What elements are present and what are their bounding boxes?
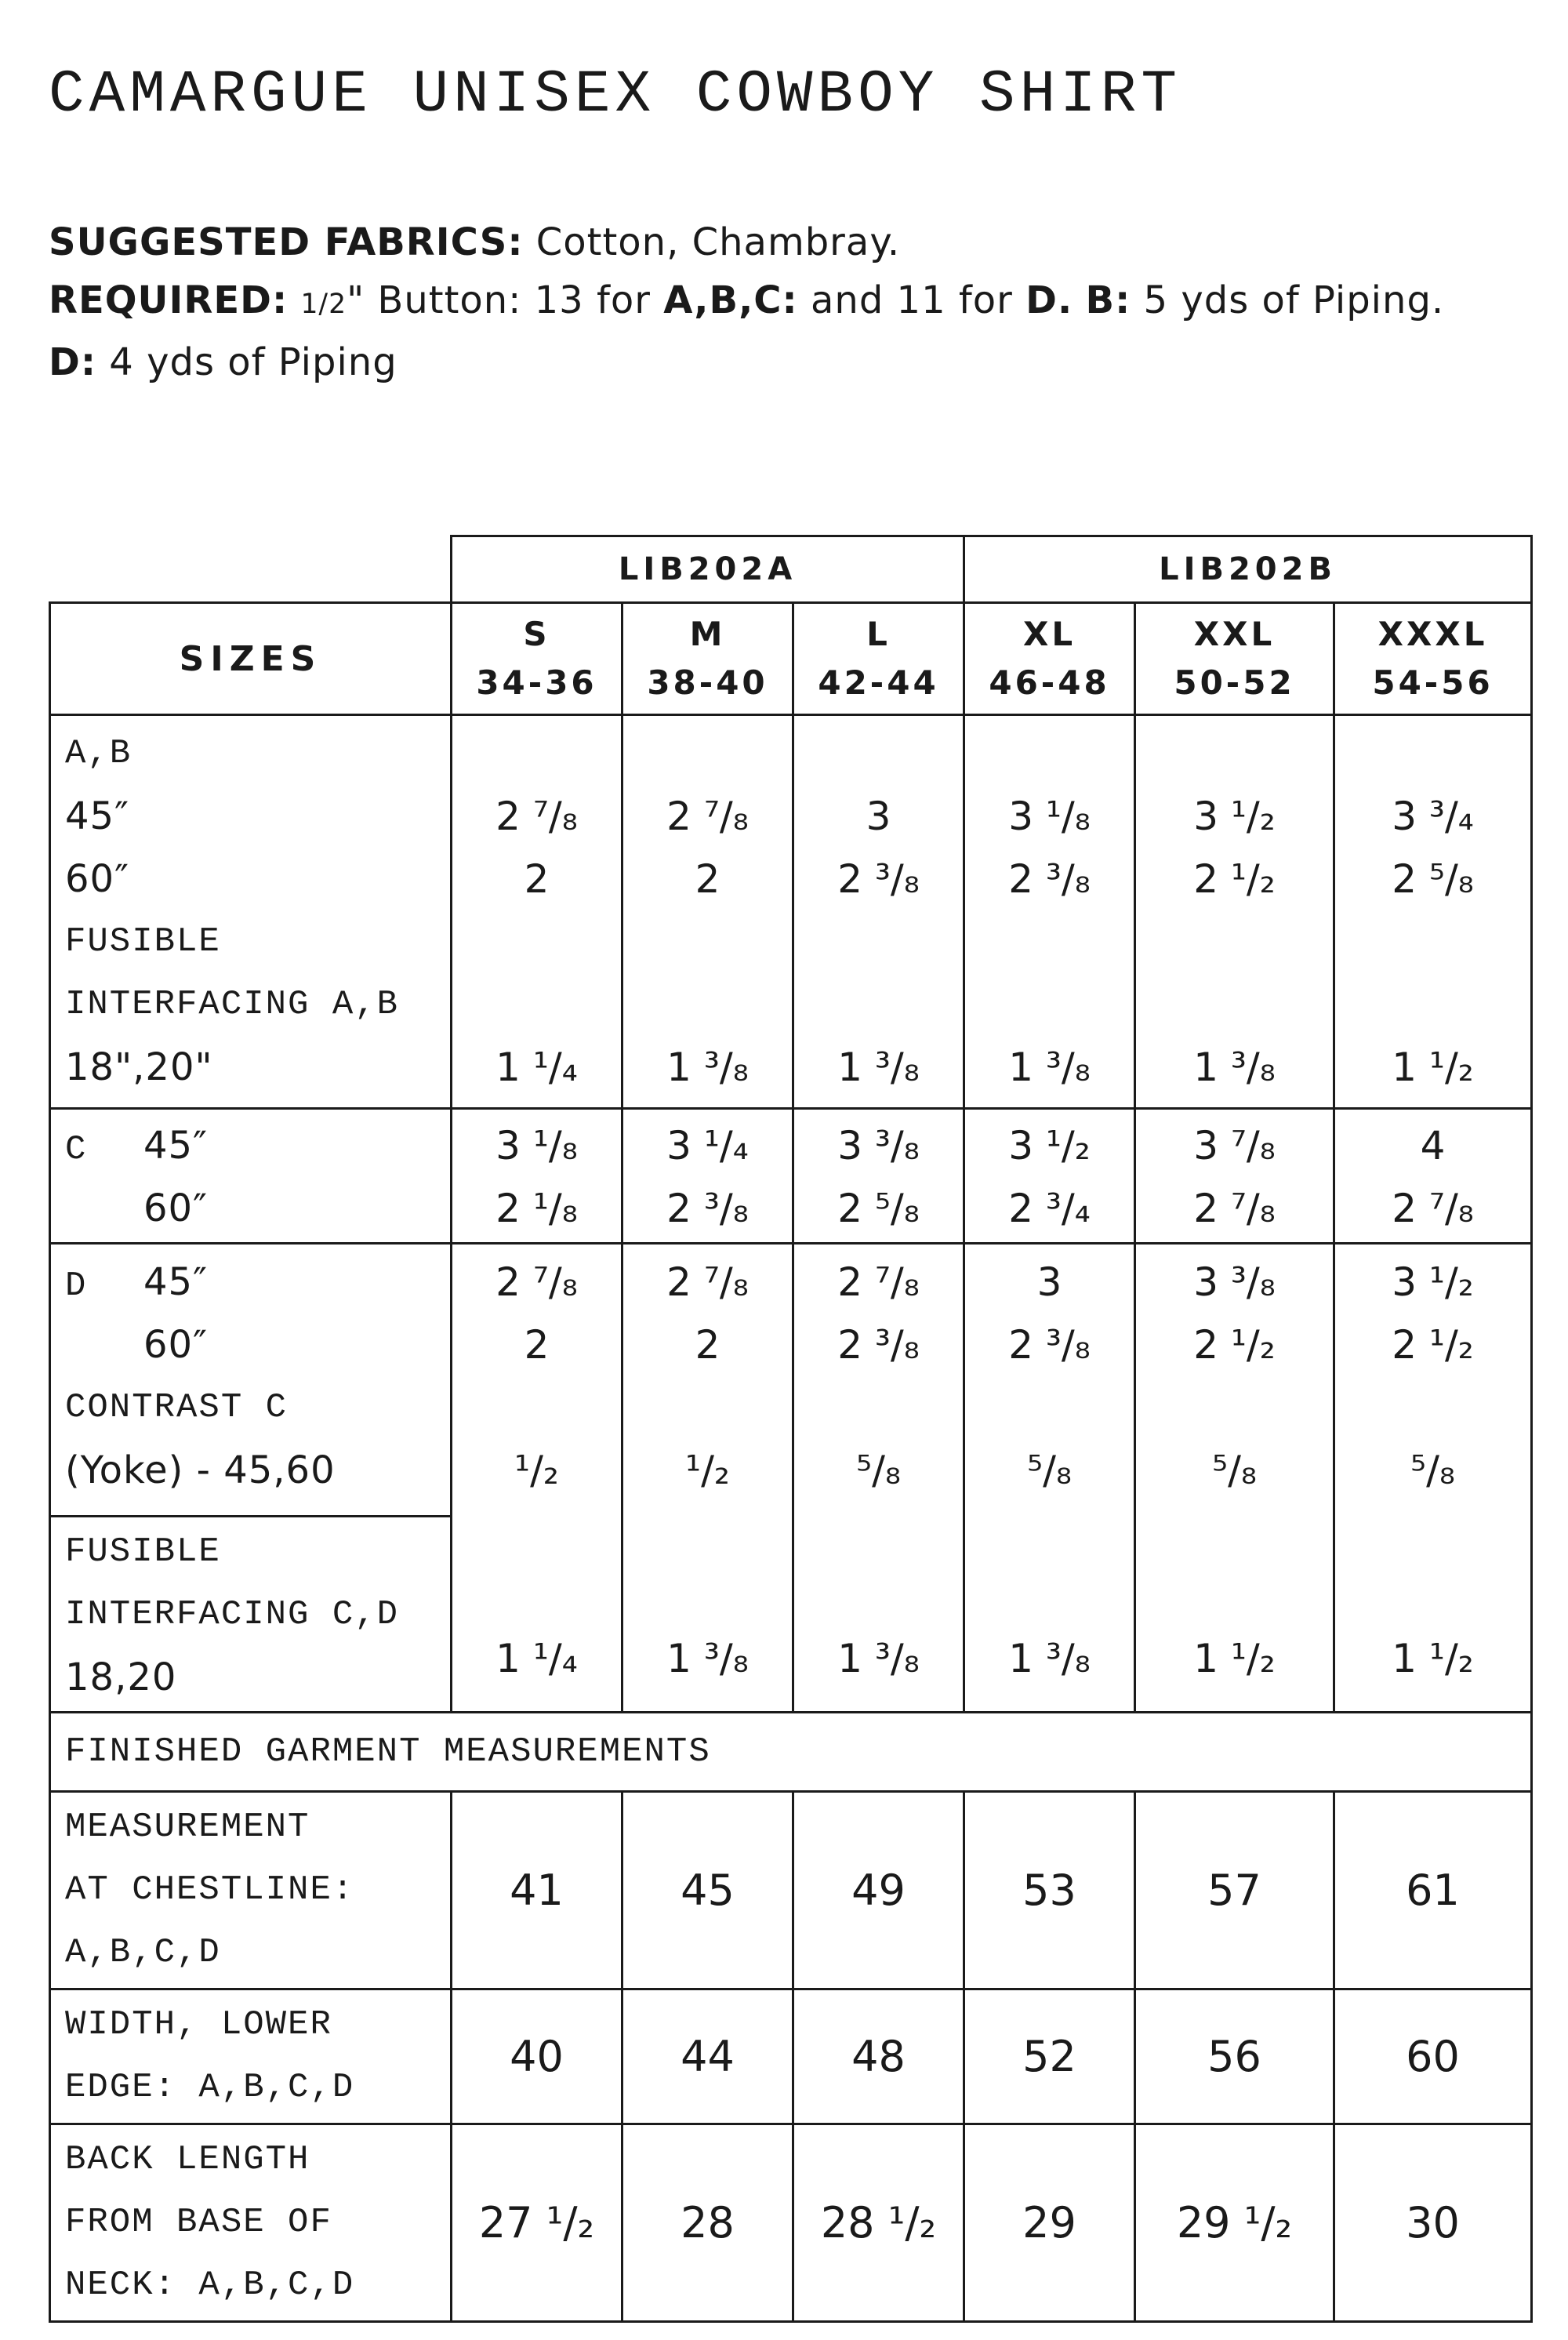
c-45-value: 3 ¹/₄: [666, 1123, 749, 1168]
interfacing-label: INTERFACING C,D: [65, 1595, 400, 1634]
ab-size-col: [452, 715, 622, 1109]
d-fusible-value: 1 ³/₈: [1008, 1636, 1091, 1681]
view-c-label: [50, 1109, 452, 1244]
d-piping: 4 yds of Piping: [96, 340, 397, 384]
measurement-value: 30: [1334, 2124, 1532, 2322]
contrast-value: ⁵/₈: [1027, 1448, 1072, 1493]
view-ab-name: A,B: [65, 734, 132, 773]
size-range: 46-48: [989, 663, 1110, 702]
measurement-value: 48: [793, 1989, 964, 2124]
and-text: and 11 for: [797, 278, 1026, 322]
finished-label: FINISHED GARMENT MEASUREMENTS: [65, 1732, 711, 1771]
c-60-value: 2 ³/₈: [666, 1186, 749, 1231]
d-45-value: 3 ¹/₂: [1392, 1259, 1474, 1305]
required-line: [49, 271, 1538, 333]
size-range: 38-40: [647, 663, 768, 702]
measurement-label-line: WIDTH, LOWER: [65, 2005, 332, 2044]
width-60: 60″: [143, 1186, 209, 1230]
b-label: B:: [1085, 278, 1131, 322]
fusible-label: FUSIBLE: [65, 1532, 221, 1572]
d-45-value: 2 ⁷/₈: [495, 1259, 578, 1305]
contrast-value: ¹/₂: [685, 1448, 730, 1493]
size-header: [452, 603, 622, 715]
c-60-value: 2 ³/₄: [1008, 1186, 1091, 1231]
measurement-value: 44: [622, 1989, 793, 2124]
fusible-label: FUSIBLE: [65, 922, 221, 961]
c-45-value: 3 ¹/₂: [1008, 1123, 1091, 1168]
ab-45-value: 3 ¹/₈: [1008, 794, 1091, 839]
size-range: 42-44: [818, 663, 939, 702]
ab-fusible-value: 1 ³/₈: [666, 1045, 749, 1090]
ab-size-col: [1334, 715, 1532, 1109]
size-header: [1334, 603, 1532, 715]
d-fusible-value: 1 ¹/₂: [1193, 1636, 1276, 1681]
size-header: [1135, 603, 1334, 715]
width-45: 45″: [143, 1124, 209, 1168]
ab-60-value: 2 ³/₈: [1008, 856, 1091, 902]
measurement-label: [50, 2124, 452, 2322]
ab-60-value: 2 ⁵/₈: [1392, 856, 1474, 902]
measurement-value: 29: [964, 2124, 1135, 2322]
ab-60-value: 2: [524, 856, 550, 902]
measurement-label-line: FROM BASE OF: [65, 2203, 332, 2242]
size-name: XL: [1022, 615, 1076, 653]
ab-60-value: 2: [695, 856, 720, 902]
contrast-value: ⁵/₈: [1212, 1448, 1257, 1493]
d-60-value: 2 ³/₈: [837, 1322, 920, 1368]
view-d-name: D: [65, 1266, 88, 1306]
button-text: " Button: 13 for: [347, 278, 664, 322]
d-size-col: [1135, 1244, 1334, 1713]
measurement-value: 28: [622, 2124, 793, 2322]
ab-size-col: [793, 715, 964, 1109]
measurement-row: [50, 2124, 1532, 2322]
ab-fusible-value: 1 ¹/₄: [495, 1045, 578, 1090]
fabric-requirements: [49, 213, 1538, 391]
contrast-value: ⁵/₈: [856, 1448, 901, 1493]
button-size: 1/2: [300, 289, 347, 320]
measurement-value: 40: [452, 1989, 622, 2124]
ab-fusible-value: 1 ³/₈: [837, 1045, 920, 1090]
suggested-fabrics-line: [49, 213, 1538, 271]
measurement-label-line: MEASUREMENT: [65, 1808, 310, 1847]
d-45-value: 2 ⁷/₈: [837, 1259, 920, 1305]
measurement-label-line: BACK LENGTH: [65, 2140, 310, 2179]
measurement-label-line: NECK: A,B,C,D: [65, 2266, 355, 2305]
measurement-value: 45: [622, 1792, 793, 1989]
c-size-col: [622, 1109, 793, 1244]
c-60-value: 2 ⁷/₈: [1392, 1186, 1474, 1231]
size-header: [622, 603, 793, 715]
d-fusible-value: 1 ¹/₄: [495, 1636, 578, 1681]
view-d-label: [50, 1244, 452, 1517]
size-header: [793, 603, 964, 715]
measurement-value: 56: [1135, 1989, 1334, 2124]
measurement-value: 60: [1334, 1989, 1532, 2124]
ab-45-value: 2 ⁷/₈: [666, 794, 749, 839]
size-range: 34-36: [476, 663, 597, 702]
d-60-value: 2 ¹/₂: [1392, 1322, 1474, 1368]
sizes-label: SIZES: [50, 603, 452, 715]
d-60-value: 2: [524, 1322, 550, 1368]
c-size-col: [1334, 1109, 1532, 1244]
interfacing-width: 18",20": [65, 1045, 213, 1089]
d-fusible-value: 1 ³/₈: [666, 1636, 749, 1681]
size-range: 54-56: [1372, 663, 1494, 702]
d-label: D.: [1025, 278, 1073, 322]
measurement-label-line: A,B,C,D: [65, 1933, 221, 1972]
d-size-col: [964, 1244, 1135, 1713]
contrast-value: ¹/₂: [514, 1448, 559, 1493]
yardage-table: [49, 535, 1533, 2323]
ab-size-col: [1135, 715, 1334, 1109]
abc-label: A,B,C:: [663, 278, 798, 322]
view-ab-row: [50, 715, 1532, 1109]
d-60-value: 2: [695, 1322, 720, 1368]
width-60: 60″: [143, 1323, 209, 1367]
c-45-value: 3 ¹/₈: [495, 1123, 578, 1168]
required-label: REQUIRED:: [49, 278, 289, 322]
measurement-label-line: AT CHESTLINE:: [65, 1870, 355, 1909]
measurement-value: 61: [1334, 1792, 1532, 1989]
measurement-value: 53: [964, 1792, 1135, 1989]
finished-header-row: [50, 1713, 1532, 1792]
c-size-col: [793, 1109, 964, 1244]
measurement-label: [50, 1792, 452, 1989]
d-60-value: 2 ¹/₂: [1193, 1322, 1276, 1368]
measurement-value: 28 ¹/₂: [793, 2124, 964, 2322]
size-name: S: [523, 615, 550, 653]
group-lib202b: LIB202B: [964, 536, 1532, 603]
sizes-row: [50, 603, 1532, 715]
measurement-value: 27 ¹/₂: [452, 2124, 622, 2322]
ab-45-value: 3 ¹/₂: [1193, 794, 1276, 839]
measurement-value: 52: [964, 1989, 1135, 2124]
c-size-col: [452, 1109, 622, 1244]
d-60-value: 2 ³/₈: [1008, 1322, 1091, 1368]
d-fusible-value: 1 ³/₈: [837, 1636, 920, 1681]
size-name: L: [866, 615, 891, 653]
ab-size-col: [622, 715, 793, 1109]
ab-45-value: 3: [866, 794, 891, 839]
view-c-name: C: [65, 1130, 88, 1169]
measurement-label: [50, 1989, 452, 2124]
view-ab-label: [50, 715, 452, 1109]
d-size-col: [452, 1244, 622, 1713]
d-size-col: [622, 1244, 793, 1713]
width-45: 45″: [143, 1260, 209, 1304]
d-45-value: 3 ³/₈: [1193, 1259, 1276, 1305]
measurement-value: 41: [452, 1792, 622, 1989]
ab-60-value: 2 ³/₈: [837, 856, 920, 902]
group-lib202a: LIB202A: [452, 536, 964, 603]
contrast-label: CONTRAST C: [65, 1388, 289, 1427]
measurement-label-line: EDGE: A,B,C,D: [65, 2068, 355, 2107]
ab-fusible-value: 1 ³/₈: [1193, 1045, 1276, 1090]
ab-45-value: 3 ³/₄: [1392, 794, 1474, 839]
ab-60-value: 2 ¹/₂: [1193, 856, 1276, 902]
measurement-value: 57: [1135, 1792, 1334, 1989]
size-name: M: [689, 615, 726, 653]
size-header: [964, 603, 1135, 715]
b-piping: 5 yds of Piping.: [1131, 278, 1445, 322]
ab-size-col: [964, 715, 1135, 1109]
page-title: CAMARGUE UNISEX COWBOY SHIRT: [49, 61, 1182, 129]
measurement-row: [50, 1989, 1532, 2124]
d-size-col: [1334, 1244, 1532, 1713]
view-c-row: [50, 1109, 1532, 1244]
d-45-value: 3: [1036, 1259, 1062, 1305]
size-range: 50-52: [1174, 663, 1295, 702]
interfacing-width: 18,20: [65, 1655, 177, 1699]
measurement-value: 29 ¹/₂: [1135, 2124, 1334, 2322]
size-name: XXL: [1193, 615, 1276, 653]
d-fusible-value: 1 ¹/₂: [1392, 1636, 1474, 1681]
interfacing-cd-label: [50, 1517, 452, 1713]
size-name: XXXL: [1377, 615, 1488, 653]
d-piping-line: [49, 333, 1538, 391]
measurement-row: [50, 1792, 1532, 1989]
ab-fusible-value: 1 ³/₈: [1008, 1045, 1091, 1090]
measurement-value: 49: [793, 1792, 964, 1989]
finished-header: [50, 1713, 1532, 1792]
fabrics-value: Cotton, Chambray.: [523, 220, 901, 264]
yoke-label: (Yoke) - 45,60: [65, 1448, 336, 1492]
contrast-value: ⁵/₈: [1410, 1448, 1455, 1493]
c-45-value: 3 ⁷/₈: [1193, 1123, 1276, 1168]
d-size-col: [793, 1244, 964, 1713]
c-45-value: 3 ³/₈: [837, 1123, 920, 1168]
c-60-value: 2 ⁵/₈: [837, 1186, 920, 1231]
ab-45-value: 2 ⁷/₈: [495, 794, 578, 839]
group-header-row: [50, 536, 1532, 603]
d-45-value: 2 ⁷/₈: [666, 1259, 749, 1305]
width-60: 60″: [65, 857, 130, 901]
ab-fusible-value: 1 ¹/₂: [1392, 1045, 1474, 1090]
blank-corner: [50, 536, 452, 603]
interfacing-label: INTERFACING A,B: [65, 985, 400, 1024]
view-d-row: [50, 1244, 1532, 1517]
fabrics-label: SUGGESTED FABRICS:: [49, 220, 524, 264]
width-45: 45″: [65, 794, 130, 838]
c-45-value: 4: [1420, 1123, 1446, 1168]
c-60-value: 2 ⁷/₈: [1193, 1186, 1276, 1231]
d2-label: D:: [49, 340, 97, 384]
c-size-col: [1135, 1109, 1334, 1244]
c-size-col: [964, 1109, 1135, 1244]
c-60-value: 2 ¹/₈: [495, 1186, 578, 1231]
